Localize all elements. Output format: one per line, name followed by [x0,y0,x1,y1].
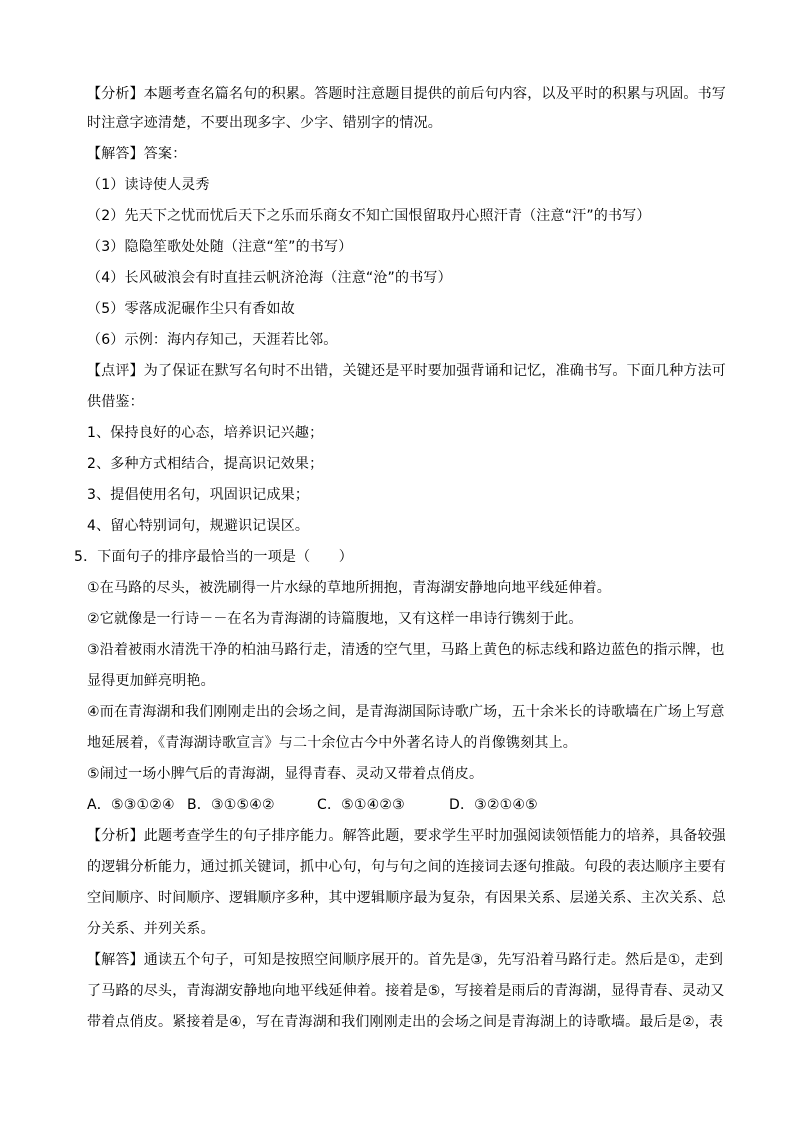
analysis-line: 分关系、并列关系。 [87,921,215,937]
method-item: 3、提倡使用名句，巩固识记成果； [87,487,310,503]
answer-line: 了马路的尽头，青海湖安静地向地平线延伸着。接着是⑤，写接着是雨后的青海湖，显得青春、灵动又 [87,983,725,999]
sentence: ③沿着被雨水清洗干净的柏油马路行走，清透的空气里，马路上黄色的标志线和路边蓝色的指示牌，也 [87,642,725,658]
option-a: A．⑤③①②④ [87,797,175,813]
answer-heading: 【解答】答案： [87,146,187,162]
comment-line: 供借鉴： [87,394,144,410]
sentence: ④而在青海湖和我们刚刚走出的会场之间，是青海湖国际诗歌广场，五十余米长的诗歌墙在广场上写意 [87,704,725,720]
sentence: ⑤闹过一场小脾气后的青海湖，显得青春、灵动又带着点俏皮。 [87,766,484,782]
sentence: 地延展着，《青海湖诗歌宣言》与二十余位古今中外著名诗人的肖像镌刻其上。 [87,735,577,751]
answer-item: （1）读诗使人灵秀 [87,177,210,193]
document-page [0,81,794,1038]
option-d: D．③②①④⑤ [449,797,538,813]
answer-item: （2）先天下之忧而忧后天下之乐而乐商女不知亡国恨留取丹心照汗青（注意“汗”的书写） [87,208,651,224]
option-b: B．③①⑤④② [187,797,275,813]
analysis-line: 空间顺序、时间顺序、逻辑顺序多种，其中逻辑顺序最为复杂，有因果关系、层递关系、主次关系、总 [87,890,726,906]
analysis-line: 的逻辑分析能力，通过抓关键词，抓中心句，句与句之间的连接词去逐句推敲。句段的表达顺序主要有 [87,859,726,875]
answer-line: 【解答】通读五个句子，可知是按照空间顺序展开的。首先是③，先写沿着马路行走。然后是①，走到 [87,952,724,968]
question-5-title: 5．下面句子的排序最恰当的一项是（ ） [74,549,353,565]
sentence: ①在马路的尽头，被洗刷得一片水绿的草地所拥抱，青海湖安静地向地平线延伸着。 [87,580,611,596]
method-item: 4、留心特别词句，规避识记误区。 [87,518,310,534]
comment-line: 【点评】为了保证在默写名句时不出错，关键还是平时要加强背诵和记忆，准确书写。下面几种方法可 [87,363,726,379]
sentence: 显得更加鲜亮明艳。 [87,673,215,689]
options-row [0,790,794,821]
analysis-line: 时注意字迹清楚，不要出现多字、少字、错别字的情况。 [87,115,442,131]
answer-item: （5）零落成泥碾作尘只有香如故 [87,301,295,317]
answer-line: 带着点俏皮。紧接着是④，写在青海湖和我们刚刚走出的会场之间是青海湖上的诗歌墙。最后是②，表 [87,1014,724,1030]
method-item: 1、保持良好的心态，培养识记兴趣； [87,425,324,441]
answer-item: （3）隐隐笙歌处处随（注意“笙”的书写） [87,239,353,255]
answer-item: （6）示例：海内存知己，天涯若比邻。 [87,332,338,348]
option-c: C．⑤①④②③ [317,797,405,813]
answer-item: （4）长风破浪会有时直挂云帆济沧海（注意“沧”的书写） [87,270,452,286]
analysis-line: 【分析】本题考查名篇名句的积累。答题时注意题目提供的前后句内容，以及平时的积累与巩固。书写 [87,86,726,102]
analysis-line: 【分析】此题考查学生的句子排序能力。解答此题，要求学生平时加强阅读领悟能力的培养，具备较强 [87,828,726,844]
sentence: ②它就像是一行诗－－在名为青海湖的诗篇腹地，又有这样一串诗行镌刻于此。 [87,611,583,627]
method-item: 2、多种方式相结合，提高识记效果； [87,456,324,472]
